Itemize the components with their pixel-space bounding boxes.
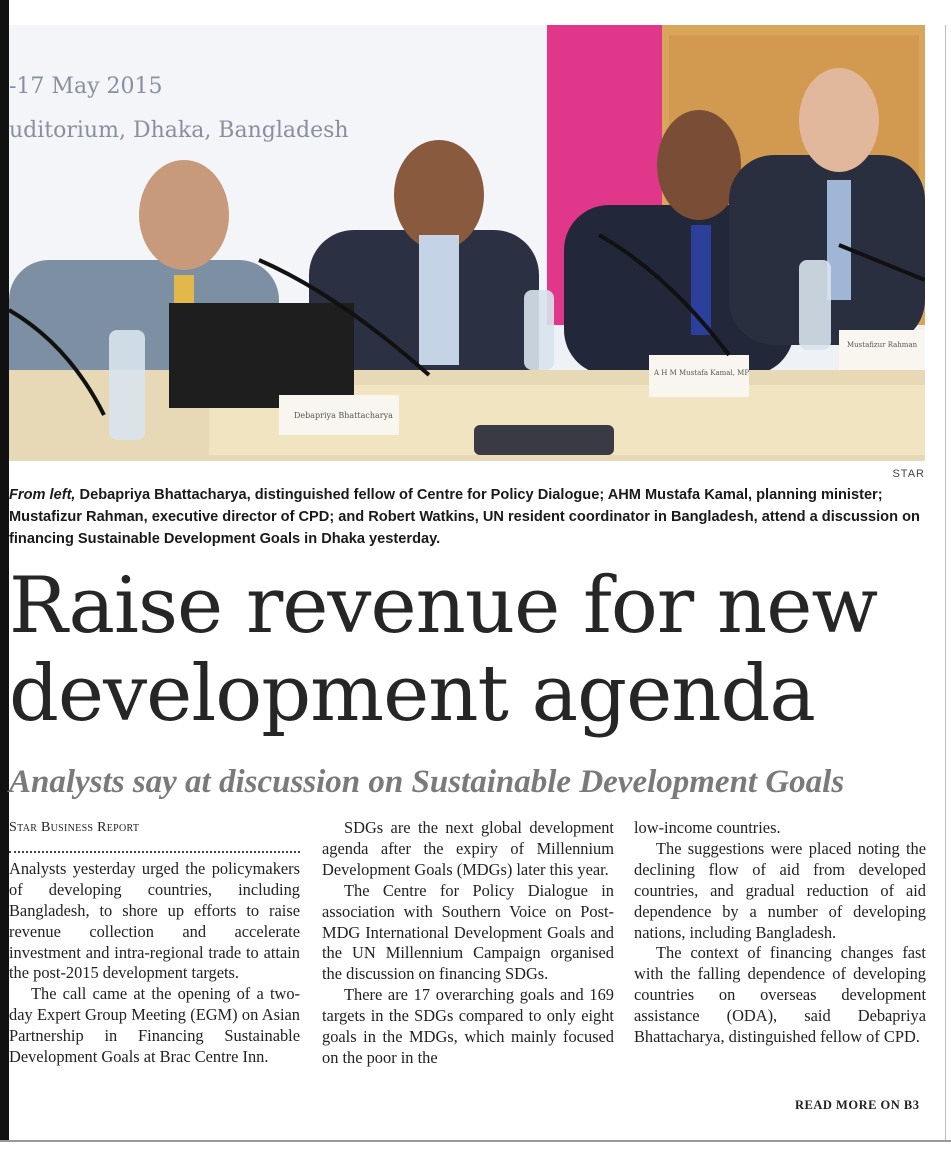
news-photo	[9, 25, 925, 461]
caption-text: Debapriya Bhattacharya, distinguished fellow of Centre for Policy Dialogue; AHM Mustafa Kamal, planning minister; Mustafizur Rahman, executive director of CPD; and Robert Watkins, UN resident coordinator in Bangladesh, attend a discussion on financing Sustainable Development Goals in Dhaka yesterday.	[9, 487, 920, 547]
banner-date: -17 May 2015	[9, 74, 163, 99]
headline-line-2: development agenda	[9, 649, 815, 739]
paragraph: The context of financing changes fast with the falling dependence of developing countries on overseas development assistance (ODA), said Debapriya Bhattacharya, distinguished fellow of CPD.	[634, 943, 926, 1047]
article-column-1	[9, 818, 300, 1068]
paragraph: Analysts yesterday urged the policymakers of developing countries, including Bangladesh, to shore up efforts to raise revenue collection and accelerate investment and intra-regional trade to attain the post-2015 development targets.	[9, 858, 300, 983]
paragraph: The suggestions were placed noting the declining flow of aid from developed countries, and gradual reduction of aid dependence by a number of developing nations, including Bangladesh.	[634, 838, 926, 942]
headline	[9, 562, 939, 738]
placard-2: A H M Mustafa Kamal, MP	[654, 369, 750, 377]
paragraph: There are 17 overarching goals and 169 targets in the SDGs compared to only eight goals in the MDGs, which mainly focused on the poor in the	[322, 985, 614, 1067]
subheadline: Analysts say at discussion on Sustainable Development Goals	[9, 764, 845, 800]
article-column-2	[322, 818, 614, 1069]
byline: Star Business Report	[9, 820, 140, 835]
paragraph: SDGs are the next global development agenda after the expiry of Millennium Development Goals (MDGs) later this year.	[322, 818, 614, 879]
paragraph: low-income countries.	[634, 818, 781, 837]
placard-1: Debapriya Bhattacharya	[294, 411, 393, 420]
bottom-rule	[0, 1140, 951, 1142]
read-more-link[interactable]: READ MORE ON B3	[795, 1098, 920, 1112]
page-edge-bar	[0, 0, 9, 1140]
paragraph: The Centre for Policy Dialogue in association with Southern Voice on Post-MDG International Development Goals and the UN Millennium Campaign organised the discussion on financing SDGs.	[322, 880, 614, 984]
article-column-3	[634, 818, 926, 1048]
photo-credit: STAR	[892, 468, 925, 480]
column-rule	[945, 25, 946, 1140]
banner-venue: uditorium, Dhaka, Bangladesh	[9, 118, 349, 143]
headline-line-1: Raise revenue for new	[9, 561, 878, 651]
paragraph: The call came at the opening of a two-day Expert Group Meeting (EGM) on Asian Partnership in Financing Sustainable Development Goals at Brac Centre Inn.	[9, 984, 300, 1067]
placard-3: Mustafizur Rahman	[847, 341, 918, 349]
caption-lead: From left,	[9, 487, 76, 503]
byline-divider	[9, 845, 300, 853]
photo-caption	[9, 484, 925, 550]
